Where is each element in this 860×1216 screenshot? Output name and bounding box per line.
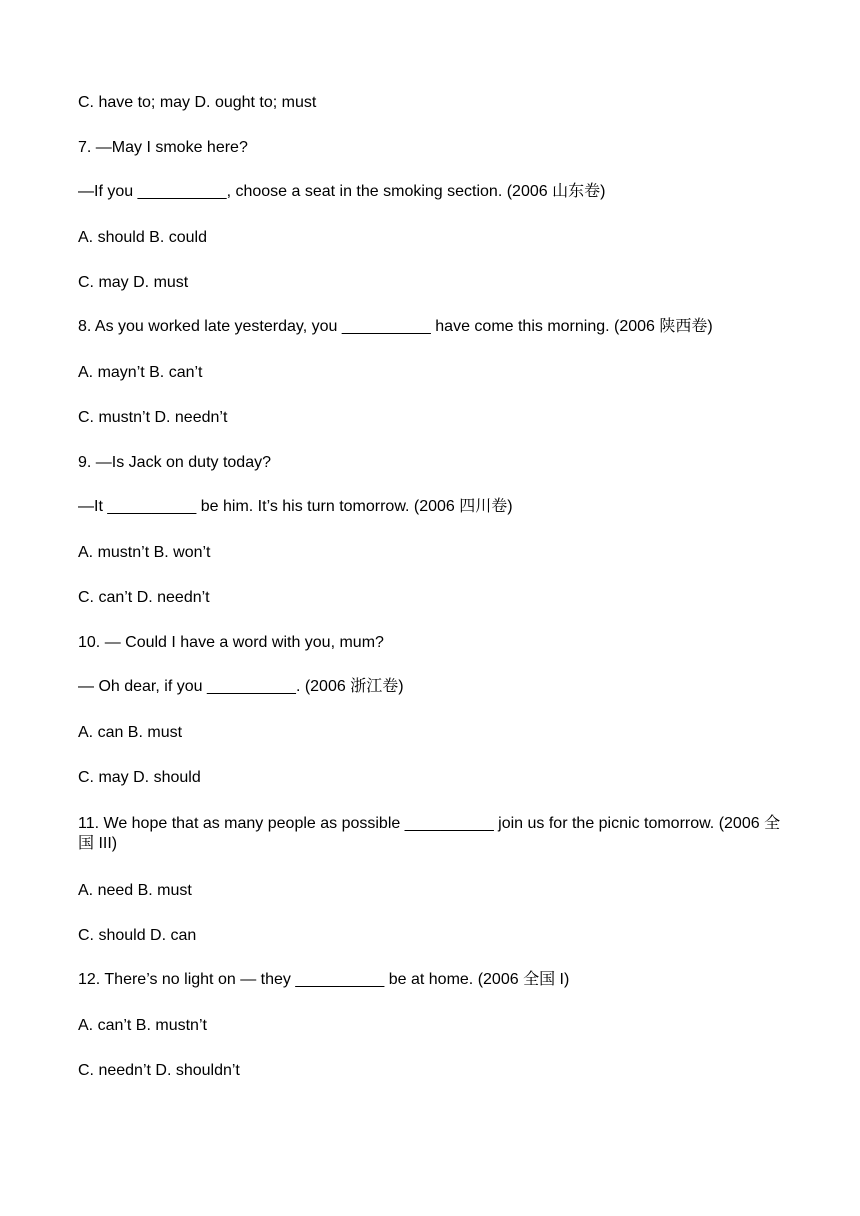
question-7-options-cd: C. may D. must [78, 274, 189, 291]
question-11-options-cd: C. should D. can [78, 927, 197, 944]
question-11-stem: 11. We hope that as many people as possible __________ join us for the picnic tomorrow. (2006 全国 III) [78, 815, 781, 852]
question-7-stem: —If you __________, choose a seat in the smoking section. (2006 山东卷) [78, 183, 606, 200]
question-10-stem: — Oh dear, if you __________. (2006 浙江卷) [78, 678, 404, 695]
question-9-options-cd: C. can’t D. needn’t [78, 589, 210, 606]
question-12-stem: 12. There’s no light on — they __________ be at home. (2006 全国 I) [78, 971, 570, 988]
question-9-options-ab: A. mustn’t B. won’t [78, 544, 211, 561]
question-9-prompt: 9. —Is Jack on duty today? [78, 454, 271, 471]
question-10-prompt: 10. — Could I have a word with you, mum? [78, 634, 384, 651]
question-8-stem: 8. As you worked late yesterday, you __________ have come this morning. (2006 陕西卷) [78, 318, 713, 335]
question-10-options-cd: C. may D. should [78, 769, 201, 786]
question-7-prompt: 7. —May I smoke here? [78, 139, 248, 156]
question-9-stem: —It __________ be him. It’s his turn tomorrow. (2006 四川卷) [78, 498, 513, 515]
question-11-options-ab: A. need B. must [78, 882, 192, 899]
question-12-options-cd: C. needn’t D. shouldn’t [78, 1062, 240, 1079]
question-8-options-cd: C. mustn’t D. needn’t [78, 409, 228, 426]
option-line-6cd: C. have to; may D. ought to; must [78, 94, 317, 111]
question-8-options-ab: A. mayn’t B. can’t [78, 364, 203, 381]
question-10-options-ab: A. can B. must [78, 724, 183, 741]
question-12-options-ab: A. can’t B. mustn’t [78, 1017, 207, 1034]
question-7-options-ab: A. should B. could [78, 229, 207, 246]
